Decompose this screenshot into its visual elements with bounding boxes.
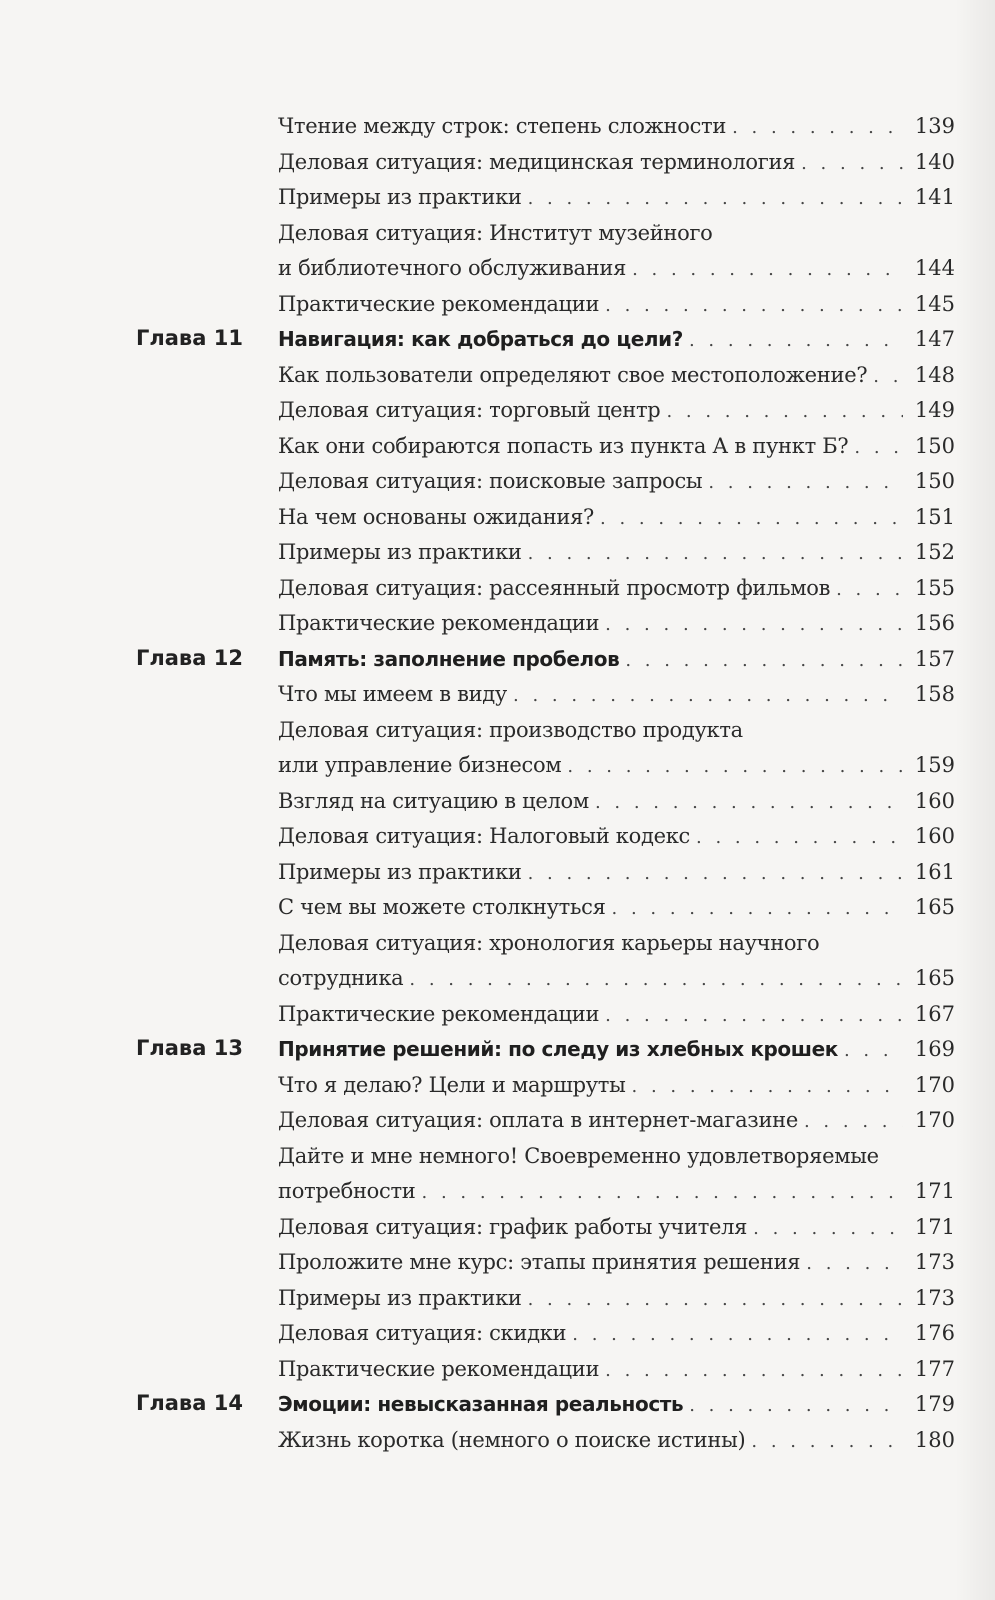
page-number: 170 [914,1108,955,1132]
entry-title: Деловая ситуация: скидки [278,1321,567,1345]
entry-title: Примеры из практики [278,185,522,209]
toc-entry-row [0,855,995,891]
toc-entry-row [0,1352,995,1388]
dot-leader [572,1317,903,1353]
dot-leader [751,1424,903,1460]
entry-line [278,677,955,713]
entry-title: Практические рекомендации [278,1001,600,1026]
entry-title: Жизнь коротка (немного о поиске истины) [278,1427,746,1452]
entry-title: Проложите мне курс: этапы принятия решения [278,1250,801,1274]
toc-entry [278,464,955,500]
toc-entry [278,1423,955,1459]
page-number: 171 [914,1179,955,1203]
toc-chapter-row [0,1387,995,1423]
dot-leader [567,749,903,785]
dot-leader [836,572,903,608]
entry-line [278,145,955,181]
toc-entry-row [0,287,995,323]
dot-leader [600,501,903,537]
entry-title: Примеры из практики [278,859,522,884]
toc-entry-row [0,926,995,997]
entry-line [278,1103,955,1139]
entry-line [278,1316,955,1352]
entry-title: Что мы имеем в виду [278,682,507,706]
entry-line [278,1068,955,1104]
toc-entry-row [0,997,995,1033]
entry-title-first-line-block [278,713,955,749]
page-number: 151 [914,504,955,529]
toc-entry-row [0,535,995,571]
entry-line [278,109,955,145]
toc-entry [278,1281,955,1317]
page-number: 159 [914,753,955,777]
page-number: 155 [914,575,955,600]
page-number: 160 [914,824,955,848]
toc-entry [278,1387,955,1423]
entry-title: Как пользователи определяют свое местоположение? [278,362,868,387]
entry-title-first-line: Дайте и мне немного! Своевременно удовлетворяемые [278,1143,879,1168]
entry-line [278,180,955,216]
toc-entry-row [0,571,995,607]
page-number: 171 [914,1214,955,1239]
entry-title-first-line: Деловая ситуация: производство продукта [278,717,743,742]
toc-entry [278,677,955,713]
dot-leader [806,1246,903,1282]
toc-entry-row [0,1245,995,1281]
entry-line [278,1281,955,1317]
toc-entry [278,1245,955,1281]
entry-title: и библиотечного обслуживания [278,256,627,280]
entry-title-first-line: Деловая ситуация: Институт музейного [278,220,713,245]
toc-entry [278,1210,955,1246]
dot-leader [595,785,903,821]
dot-leader [528,856,903,892]
entry-title: Примеры из практики [278,1285,522,1310]
dot-leader [689,1388,903,1424]
entry-line [278,429,955,465]
dot-leader [528,536,903,572]
page-number: 140 [914,149,955,174]
dot-leader [708,465,903,501]
chapter-label: Глава 14 [136,1391,243,1415]
toc-entry-row [0,429,995,465]
entry-line [278,642,955,678]
toc-entry [278,145,955,181]
entry-title: Что я делаю? Цели и маршруты [278,1072,626,1097]
page-number: 149 [914,398,955,422]
entry-title: сотрудника [278,966,404,990]
dot-leader [732,110,903,146]
toc-entry [278,429,955,465]
entry-title: Взгляд на ситуацию в целом [278,788,589,813]
dot-leader [605,998,903,1034]
chapter-label: Глава 12 [136,645,243,670]
entry-line [278,500,955,536]
entry-line [278,322,955,358]
toc-entry [278,890,955,926]
toc-entry-row [0,500,995,536]
dot-leader [804,1104,903,1140]
entry-line [278,1245,955,1281]
toc-entry [278,642,955,678]
page-number: 160 [914,788,955,813]
table-of-contents [0,109,995,1458]
page-number: 170 [914,1072,955,1097]
entry-title-first-line: Деловая ситуация: хронология карьеры научного [278,930,820,955]
dot-leader [625,643,903,679]
entry-line [278,855,955,891]
toc-entry-row [0,1423,995,1459]
dot-leader [854,430,903,466]
toc-entry [278,1139,955,1210]
toc-entry-row [0,890,995,926]
page-number: 141 [914,185,955,209]
toc-entry [278,571,955,607]
page-number: 173 [914,1285,955,1310]
entry-title: Деловая ситуация: рассеянный просмотр фильмов [278,575,831,600]
toc-entry [278,1068,955,1104]
entry-line [278,535,955,571]
dot-leader [528,181,903,217]
entry-line [278,890,955,926]
toc-entry [278,500,955,536]
toc-entry-row [0,819,995,855]
entry-title: Практические рекомендации [278,1356,600,1381]
dot-leader [513,678,903,714]
entry-line [278,1174,955,1210]
page-number: 180 [914,1427,955,1452]
entry-title: На чем основаны ожидания? [278,504,595,529]
entry-line [278,748,955,784]
entry-line [278,1352,955,1388]
dot-leader [612,891,903,927]
dot-leader [605,607,903,643]
page-number: 157 [914,646,955,671]
toc-chapter-row [0,322,995,358]
toc-entry [278,535,955,571]
entry-title: С чем вы можете столкнуться [278,895,606,919]
chapter-title: Навигация: как добраться до цели? [278,327,683,351]
entry-line [278,606,955,642]
page-number: 150 [914,433,955,458]
page-number: 177 [914,1356,955,1381]
entry-line [278,571,955,607]
toc-entry [278,1352,955,1388]
dot-leader [696,820,903,856]
toc-entry-row [0,180,995,216]
toc-entry-row [0,1068,995,1104]
entry-line [278,251,955,287]
page-number: 167 [914,1001,955,1026]
toc-entry [278,216,955,287]
page-number: 156 [914,611,955,635]
toc-entry [278,1316,955,1352]
toc-entry [278,606,955,642]
page-number: 173 [914,1250,955,1274]
entry-title: или управление бизнесом [278,753,562,777]
page-number: 165 [914,895,955,919]
page-number: 169 [914,1037,955,1061]
page-number: 147 [914,327,955,351]
dot-leader [409,962,903,998]
page-number: 148 [914,362,955,387]
toc-entry-row [0,677,995,713]
toc-entry-row [0,109,995,145]
toc-entry [278,1032,955,1068]
entry-line [278,1423,955,1459]
toc-entry [278,180,955,216]
entry-title: Деловая ситуация: график работы учителя [278,1214,748,1239]
page-number: 150 [914,469,955,493]
page-number: 176 [914,1321,955,1345]
toc-entry [278,784,955,820]
toc-entry-row [0,784,995,820]
toc-entry [278,287,955,323]
dot-leader [632,1069,903,1105]
dot-leader [605,1353,903,1389]
dot-leader [666,394,903,430]
page-number: 161 [914,859,955,884]
entry-title-first-line-block [278,1139,955,1175]
toc-entry-row [0,1316,995,1352]
page-number: 165 [914,966,955,990]
toc-entry-row [0,1281,995,1317]
page-number: 152 [914,540,955,564]
entry-line [278,997,955,1033]
toc-entry-row [0,464,995,500]
toc-entry [278,109,955,145]
chapter-label: Глава 13 [136,1036,243,1060]
toc-entry-row [0,1210,995,1246]
toc-entry-row [0,393,995,429]
entry-title: Деловая ситуация: торговый центр [278,398,661,422]
toc-entry-row [0,1103,995,1139]
toc-entry [278,358,955,394]
toc-entry [278,819,955,855]
entry-title: Как они собираются попасть из пункта А в пункт Б? [278,433,849,458]
toc-entry [278,855,955,891]
entry-line [278,819,955,855]
toc-entry-row [0,606,995,642]
entry-line [278,464,955,500]
dot-leader [801,146,903,182]
entry-line [278,961,955,997]
toc-entry-row [0,358,995,394]
entry-title: Деловая ситуация: оплата в интернет-магазине [278,1108,798,1132]
entry-title: Деловая ситуация: медицинская терминология [278,149,796,174]
entry-title-first-line-block [278,216,955,252]
dot-leader [873,359,903,395]
toc-entry-row [0,713,995,784]
page-number: 179 [914,1392,955,1416]
toc-chapter-row [0,1032,995,1068]
page-number: 139 [914,114,955,138]
entry-line [278,287,955,323]
entry-title: Деловая ситуация: Налоговый кодекс [278,824,690,848]
dot-leader [605,288,903,324]
toc-entry [278,997,955,1033]
toc-entry-row [0,1139,995,1210]
entry-line [278,1210,955,1246]
toc-entry [278,393,955,429]
toc-entry [278,926,955,997]
entry-title: Практические рекомендации [278,291,600,316]
toc-entry [278,1103,955,1139]
toc-chapter-row [0,642,995,678]
entry-line [278,1032,955,1068]
entry-line [278,1387,955,1423]
dot-leader [632,252,903,288]
toc-entry [278,322,955,358]
chapter-label: Глава 11 [136,326,243,350]
entry-line [278,358,955,394]
dot-leader [422,1175,904,1211]
entry-title: Деловая ситуация: поисковые запросы [278,469,703,493]
chapter-title: Память: заполнение пробелов [278,646,620,671]
page-number: 144 [914,256,955,280]
entry-line [278,784,955,820]
dot-leader [528,1282,903,1318]
toc-entry-row [0,216,995,287]
entry-title: Практические рекомендации [278,611,600,635]
dot-leader [844,1033,903,1069]
chapter-title: Принятие решений: по следу из хлебных крошек [278,1037,838,1061]
page-number: 145 [914,291,955,316]
chapter-title: Эмоции: невысказанная реальность [278,1392,684,1416]
entry-title: Примеры из практики [278,540,522,564]
entry-title: Чтение между строк: степень сложности [278,114,727,138]
dot-leader [753,1211,903,1247]
toc-entry-row [0,145,995,181]
entry-title-first-line-block [278,926,955,962]
dot-leader [689,323,903,359]
entry-title: потребности [278,1179,416,1203]
entry-line [278,393,955,429]
page-number: 158 [914,682,955,706]
toc-entry [278,713,955,784]
